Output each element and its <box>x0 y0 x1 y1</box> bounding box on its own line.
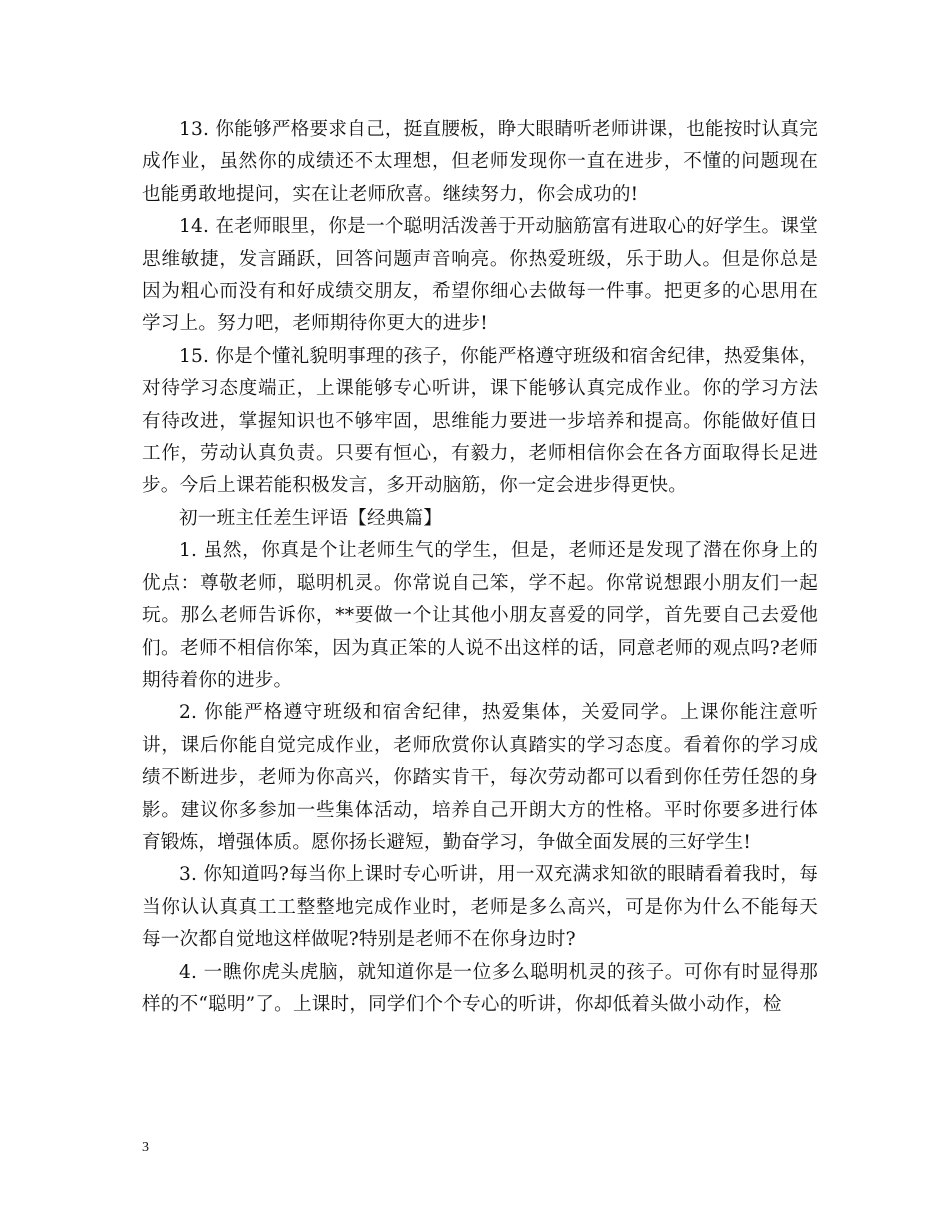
section-heading: 初一班主任差生评语【经典篇】 <box>179 507 443 529</box>
paragraph-1: 1. 虽然，你真是个让老师生气的学生，但是，老师还是发现了潜在你身上的优点：尊敬老师，聪明机灵。你常说自己笨，学不起。你常说想跟小朋友们一起玩。那么老师告诉你，**要做一个让其他小朋友喜爱的同学，首先要自己去爱他们。老师不相信你笨，因为真正笨的人说不出这样的话，同意老师的观点吗?老师期待着你的进步。 <box>142 540 818 691</box>
document-body <box>142 114 818 1021</box>
paragraph-3: 3. 你知道吗?每当你上课时专心听讲，用一双充满求知欲的眼睛看着我时，每当你认认真真工工整整地完成作业时，老师是多么高兴，可是你为什么不能每天每一次都自觉地这样做呢?特别是老师不在你身边时? <box>142 864 818 951</box>
paragraph-15: 15. 你是个懂礼貌明事理的孩子，你能严格遵守班级和宿舍纪律，热爱集体，对待学习态度端正，上课能够专心听讲，课下能够认真完成作业。你的学习方法有待改进，掌握知识也不够牢固，思维能力要进一步培养和提高。你能做好值日工作，劳动认真负责。只要有恒心，有毅力，老师相信你会在各方面取得长足进步。今后上课若能积极发言，多开动脑筋，你一定会进步得更快。 <box>142 345 818 497</box>
paragraph-13: 13. 你能够严格要求自己，挺直腰板，睁大眼睛听老师讲课，也能按时认真完成作业，虽然你的成绩还不太理想，但老师发现你一直在进步，不懂的问题现在也能勇敢地提问，实在让老师欣喜。继续努力，你会成功的! <box>142 119 818 205</box>
paragraph-4: 4. 一瞧你虎头虎脑，就知道你是一位多么聪明机灵的孩子。可你有时显得那样的不“聪明”了。上课时，同学们个个专心的听讲，你却低着头做小动作，检 <box>142 961 818 1015</box>
page-number: 3 <box>142 1140 149 1155</box>
paragraph-14: 14. 在老师眼里，你是一个聪明活泼善于开动脑筋富有进取心的好学生。课堂思维敏捷，发言踊跃，回答问题声音响亮。你热爱班级，乐于助人。但是你总是因为粗心而没有和好成绩交朋友，希望你细心去做每一件事。把更多的心思用在学习上。努力吧，老师期待你更大的进步! <box>142 216 818 335</box>
paragraph-2: 2. 你能严格遵守班级和宿舍纪律，热爱集体，关爱同学。上课你能注意听讲，课后你能自觉完成作业，老师欣赏你认真踏实的学习态度。看着你的学习成绩不断进步，老师为你高兴，你踏实肯干，每次劳动都可以看到你任劳任怨的身影。建议你多参加一些集体活动，培养自己开朗大方的性格。平时你要多进行体育锻炼，增强体质。愿你扬长避短，勤奋学习，争做全面发展的三好学生! <box>142 702 818 853</box>
